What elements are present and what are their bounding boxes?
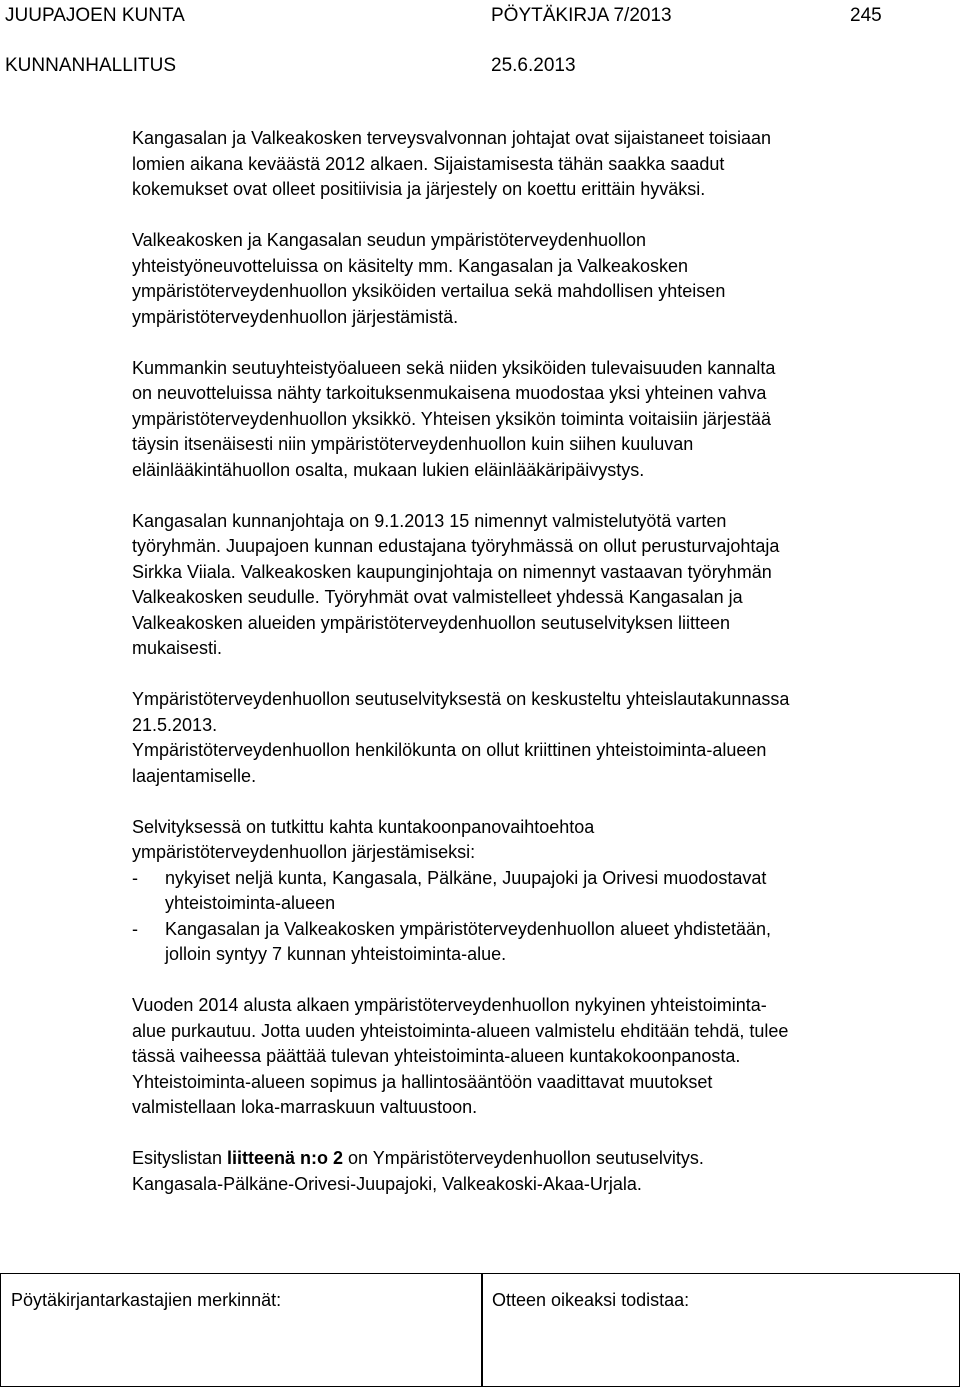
text-line: Yhteistoiminta-alueen sopimus ja hallintosääntöön vaadittavat muutokset — [132, 1071, 713, 1092]
text-line: Ympäristöterveydenhuollon seutuselvityksestä on keskusteltu yhteislautakunnassa — [132, 689, 790, 709]
text-line: Ympäristöterveydenhuollon henkilökunta on ollut kriittinen yhteistoiminta-alueen — [132, 740, 767, 760]
list-dash: - — [132, 867, 138, 888]
text-line: Sirkka Viiala. Valkeakosken kaupunginjohtaja on nimennyt vastaavan työryhmän — [132, 561, 772, 582]
text-line: Valkeakosken alueiden ympäristöterveydenhuollon seutuselvityksen liitteen — [132, 612, 731, 633]
footer-inspectors-label: Pöytäkirjantarkastajien merkinnät: — [11, 1290, 282, 1310]
paragraph-6 — [132, 738, 932, 789]
text-line: yhteistoiminta-alueen — [165, 893, 336, 913]
text-line: 21.5.2013. — [132, 714, 218, 735]
list-dash: - — [132, 918, 138, 939]
text-line: Kummankin seutuyhteistyöalueen sekä niiden yksiköiden tulevaisuuden kannalta — [132, 357, 776, 378]
paragraph-7 — [132, 815, 932, 866]
text-line: ympäristöterveydenhuollon järjestämiseksi: — [132, 842, 476, 862]
option-list — [132, 866, 932, 968]
text-line: Kangasala-Pälkäne-Orivesi-Juupajoki, Valkeakoski-Akaa-Urjala. — [132, 1173, 642, 1194]
attachment-reference: liitteenä n:o 2 — [227, 1148, 344, 1168]
text-line: tässä vaiheessa päättää tulevan yhteistoiminta-alueen kuntakokoonpanosta. — [132, 1046, 741, 1066]
paragraph-1 — [132, 126, 932, 203]
text-line: täysin itsenäisesti niin ympäristöterveydenhuollon kuin siihen kuuluvan — [132, 434, 694, 454]
document-body — [132, 126, 932, 1197]
paragraph-8 — [132, 993, 932, 1121]
text-line: Kangasalan ja Valkeakosken terveysvalvonnan johtajat ovat sijaistaneet toisiaan — [132, 128, 772, 148]
list-item — [132, 866, 932, 917]
footer-inspectors-box — [0, 1273, 483, 1387]
text-line: jolloin syntyy 7 kunnan yhteistoiminta-alue. — [165, 944, 507, 964]
text-line: Kangasalan ja Valkeakosken ympäristöterveydenhuollon alueet yhdistetään, — [165, 918, 772, 939]
text-line: Kangasalan kunnanjohtaja on 9.1.2013 15 nimennyt valmistelutyötä varten — [132, 510, 727, 531]
text-run: Esityslistan — [132, 1148, 228, 1168]
text-line: on neuvotteluissa nähty tarkoituksenmukaisena muodostaa yksi yhteinen vahva — [132, 383, 767, 403]
text-line: kokemukset ovat olleet positiivisia ja järjestely on koettu erittäin hyväksi. — [132, 179, 706, 199]
text-line: ympäristöterveydenhuollon järjestämistä. — [132, 306, 459, 327]
paragraph-5 — [132, 687, 932, 738]
text-line: Selvityksessä on tutkittu kahta kuntakoonpanovaihtoehtoa — [132, 816, 595, 837]
list-item — [132, 917, 932, 968]
text-line: ympäristöterveydenhuollon yksiköiden vertailua sekä mahdollisen yhteisen — [132, 281, 726, 301]
paragraph-3 — [132, 356, 932, 484]
header-body: KUNNANHALLITUS — [5, 55, 177, 76]
text-line: työryhmän. Juupajoen kunnan edustajana työryhmässä on ollut perusturvajohtaja — [132, 536, 780, 556]
text-line: Valkeakosken ja Kangasalan seudun ympäristöterveydenhuollon — [132, 230, 647, 250]
text-line: yhteistyöneuvotteluissa on käsitelty mm. Kangasalan ja Valkeakosken — [132, 255, 688, 276]
text-line: lomien aikana keväästä 2012 alkaen. Sijaistamisesta tähän saakka saadut — [132, 153, 725, 174]
text-line: ympäristöterveydenhuollon yksikkö. Yhteisen yksikön toiminta voitaisiin järjestää — [132, 408, 771, 429]
footer-certification-label: Otteen oikeaksi todistaa: — [492, 1290, 690, 1310]
footer-certification-box — [481, 1273, 960, 1387]
paragraph-4 — [132, 509, 932, 662]
text-line: mukaisesti. — [132, 638, 223, 658]
text-line: laajentamiselle. — [132, 765, 257, 786]
header-document: PÖYTÄKIRJA 7/2013 — [491, 5, 672, 26]
text-line: Vuoden 2014 alusta alkaen ympäristöterveydenhuollon nykyinen yhteistoiminta- — [132, 995, 767, 1015]
paragraph-9 — [132, 1146, 932, 1197]
text-line: Valkeakosken seudulle. Työryhmät ovat valmistelleet yhdessä Kangasalan ja — [132, 587, 743, 607]
header-municipality: JUUPAJOEN KUNTA — [5, 5, 185, 26]
header-page-number: 245 — [850, 5, 882, 26]
text-line: nykyiset neljä kunta, Kangasala, Pälkäne, Juupajoki ja Orivesi muodostavat — [165, 867, 767, 888]
text-line: valmistellaan loka-marraskuun valtuustoon. — [132, 1097, 478, 1117]
text-line: eläinlääkintähuollon osalta, mukaan lukien eläinlääkäripäivystys. — [132, 459, 645, 480]
text-line: alue purkautuu. Jotta uuden yhteistoiminta-alueen valmistelu ehditään tehdä, tulee — [132, 1020, 789, 1041]
paragraph-2 — [132, 228, 932, 330]
header-date: 25.6.2013 — [491, 55, 576, 76]
text-run: on Ympäristöterveydenhuollon seutuselvitys. — [343, 1148, 704, 1168]
text-line — [132, 1146, 932, 1172]
